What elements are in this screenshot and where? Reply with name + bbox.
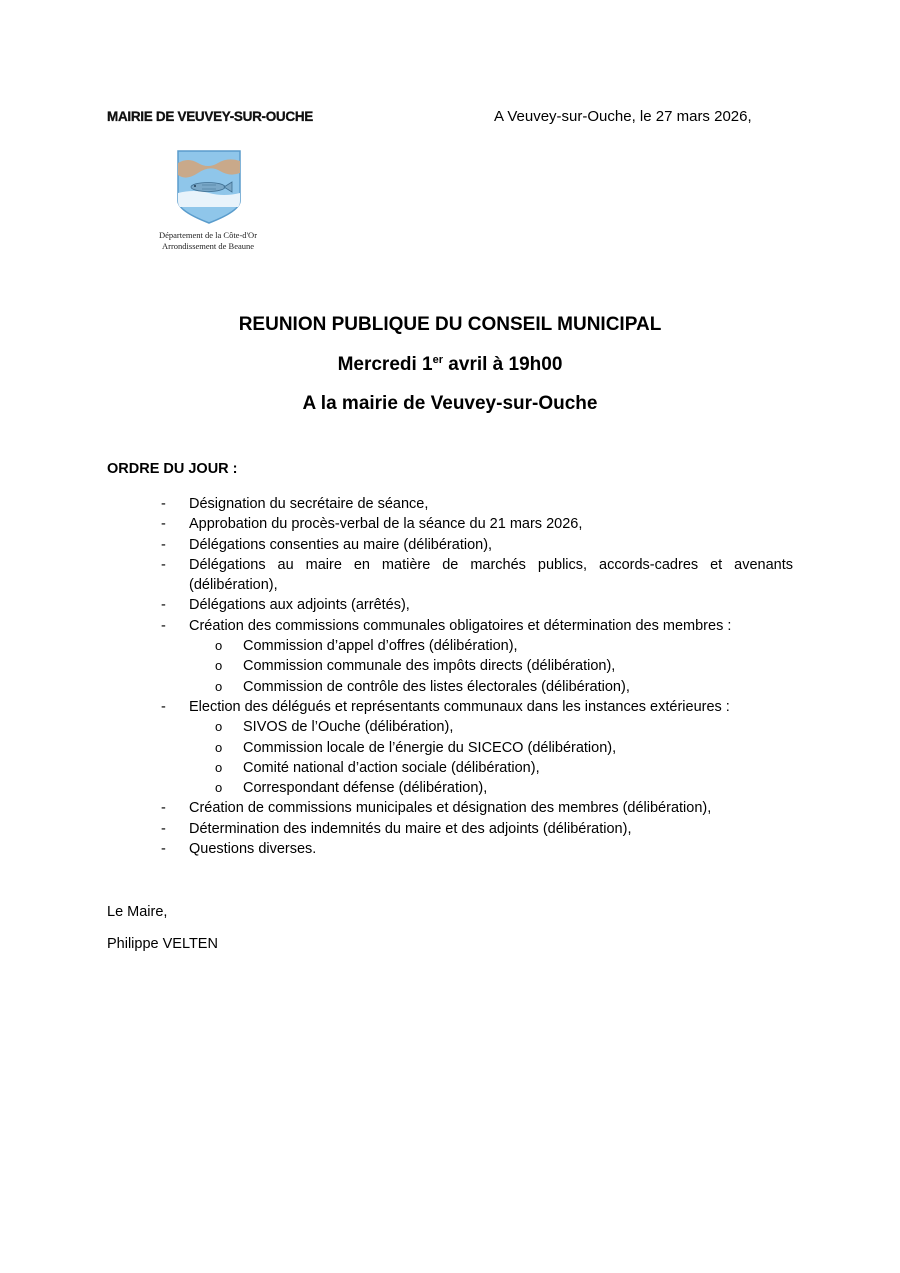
agenda-subitem xyxy=(0,778,900,798)
agenda-item-text: Délégations au maire en matière de marchés publics, accords-cadres et avenants (délibération), xyxy=(189,556,793,594)
datetime-superscript: er xyxy=(432,354,444,366)
agenda-item-text: Détermination des indemnités du maire et des adjoints (délibération), xyxy=(189,820,632,837)
datetime-prefix: Mercredi 1 xyxy=(337,354,433,375)
agenda-subitem-text: SIVOS de l’Ouche (délibération), xyxy=(243,719,454,736)
agenda-subitem-text: Commission de contrôle des listes électorales (délibération), xyxy=(243,678,630,695)
circle-bullet: o xyxy=(215,780,223,796)
department-line: Département de la Côte-d'Or xyxy=(158,230,258,240)
agenda-item-text: Délégations aux adjoints (arrêtés), xyxy=(189,597,410,614)
signature-role: Le Maire, xyxy=(107,904,168,920)
agenda-subitem xyxy=(0,677,900,697)
dash-bullet: - xyxy=(161,617,166,634)
datetime-suffix: avril à 19h00 xyxy=(443,354,563,375)
letter-date: A Veuvey-sur-Ouche, le 27 mars 2026, xyxy=(494,108,752,125)
agenda-item xyxy=(0,819,900,839)
agenda-item xyxy=(0,798,900,818)
agenda-item-text: Création des commissions communales obligatoires et détermination des membres : xyxy=(189,617,732,634)
meeting-location: A la mairie de Veuvey-sur-Ouche xyxy=(302,393,598,414)
agenda-subitem xyxy=(0,717,900,737)
agenda-subitem xyxy=(0,738,900,758)
agenda-subitem xyxy=(0,758,900,778)
mairie-name: MAIRIE DE VEUVEY-SUR-OUCHE xyxy=(107,109,313,124)
agenda-subitem-text: Correspondant défense (délibération), xyxy=(243,780,488,797)
agenda-item xyxy=(0,514,900,534)
agenda-item-text: Délégations consenties au maire (délibération), xyxy=(189,536,493,553)
agenda-subitem-text: Commission communale des impôts directs (délibération), xyxy=(243,658,616,675)
dash-bullet: - xyxy=(161,556,166,573)
dash-bullet: - xyxy=(161,536,166,553)
department-caption xyxy=(148,230,268,252)
dash-bullet: - xyxy=(161,800,166,817)
agenda-list xyxy=(0,494,900,859)
agenda-item xyxy=(0,494,900,514)
arrondissement-line: Arrondissement de Beaune xyxy=(161,241,255,251)
meeting-datetime xyxy=(0,354,900,376)
agenda-item-text: Création de commissions municipales et désignation des membres (délibération), xyxy=(189,800,712,817)
dash-bullet: - xyxy=(161,820,166,837)
agenda-item-text: Approbation du procès-verbal de la séance du 21 mars 2026, xyxy=(189,516,583,533)
agenda-item-text: Election des délégués et représentants communaux dans les instances extérieures : xyxy=(189,698,730,715)
dash-bullet: - xyxy=(161,496,166,512)
agenda-item xyxy=(0,839,900,859)
agenda-item xyxy=(0,616,900,636)
agenda-item-text: Désignation du secrétaire de séance, xyxy=(189,496,429,512)
agenda-subitem xyxy=(0,656,900,676)
agenda-subitem-text: Commission locale de l’énergie du SICECO (délibération), xyxy=(243,739,617,756)
dash-bullet: - xyxy=(161,516,166,533)
circle-bullet: o xyxy=(215,739,223,755)
agenda-item xyxy=(0,555,900,596)
agenda-item xyxy=(0,697,900,717)
agenda-heading: ORDRE DU JOUR : xyxy=(107,461,238,477)
circle-bullet: o xyxy=(215,719,223,735)
agenda-subitem-text: Commission d’appel d’offres (délibération), xyxy=(243,638,518,655)
circle-bullet: o xyxy=(215,658,223,674)
circle-bullet: o xyxy=(215,638,223,654)
agenda-item xyxy=(0,535,900,555)
meeting-title: REUNION PUBLIQUE DU CONSEIL MUNICIPAL xyxy=(238,314,662,335)
municipal-crest-logo xyxy=(176,149,242,225)
circle-bullet: o xyxy=(215,678,223,694)
circle-bullet: o xyxy=(215,759,223,775)
signature-name: Philippe VELTEN xyxy=(107,936,218,952)
agenda-item-text: Questions diverses. xyxy=(189,841,317,858)
agenda-item xyxy=(0,595,900,615)
dash-bullet: - xyxy=(161,597,166,614)
agenda-subitem xyxy=(0,636,900,656)
dash-bullet: - xyxy=(161,841,166,858)
agenda-subitem-text: Comité national d’action sociale (délibération), xyxy=(243,759,540,776)
dash-bullet: - xyxy=(161,698,166,715)
